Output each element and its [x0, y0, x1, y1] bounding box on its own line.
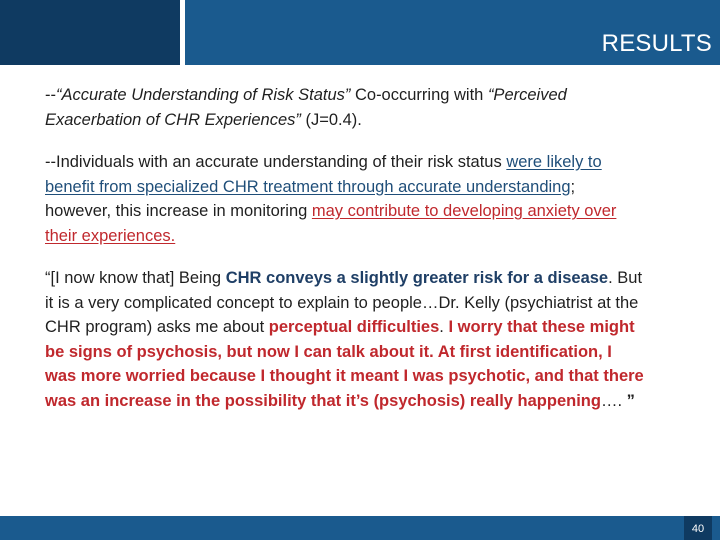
interpretation-risk-highlight: may contribute to developing anxiety over their experiences. — [45, 202, 617, 245]
finding-term-2: “Perceived Exacerbation of CHR Experiences” — [45, 86, 567, 129]
quote-part-1: “[I now know that] Being — [45, 269, 226, 287]
interpretation-paragraph — [45, 150, 645, 248]
quote-close-mark: ” — [626, 391, 635, 410]
page-number: 40 — [684, 516, 712, 540]
participant-quote — [45, 266, 645, 413]
footer-bar — [0, 516, 720, 540]
finding-statistic: (J=0.4). — [300, 110, 362, 129]
header-left-block — [0, 0, 180, 65]
finding-middle: Co-occurring with — [350, 86, 488, 104]
interpretation-lead: --Individuals with an accurate understanding of their risk status — [45, 153, 507, 171]
quote-part-4: …. — [600, 391, 627, 410]
slide-title: RESULTS — [601, 30, 712, 57]
quote-emphasis-risk: CHR conveys a slightly greater risk for a disease — [225, 269, 609, 287]
quote-emphasis-perceptual: perceptual difficulties — [268, 318, 440, 336]
finding-paragraph — [45, 83, 645, 132]
quote-part-2: . But it is a very complicated concept to explain to people…Dr. Kelly (psychiatrist at the CHR program) asks me about — [45, 269, 643, 336]
header-bar — [185, 0, 720, 65]
slide-content — [45, 83, 645, 413]
finding-prefix: -- — [45, 86, 56, 104]
quote-part-3: . — [439, 318, 449, 336]
quote-emphasis-worry: I worry that these might be signs of psychosis, but now I can talk about it. At first identification, I was more worried because I thought it meant I was psychotic, and that there was an increase in the possibility that it’s (psychosis) really happening — [45, 318, 644, 410]
finding-term-1: “Accurate Understanding of Risk Status” — [56, 86, 351, 104]
interpretation-benefit-highlight: were likely to benefit from specialized CHR treatment through accurate understanding — [45, 153, 602, 196]
interpretation-mid: ; however, this increase in monitoring — [45, 177, 576, 220]
